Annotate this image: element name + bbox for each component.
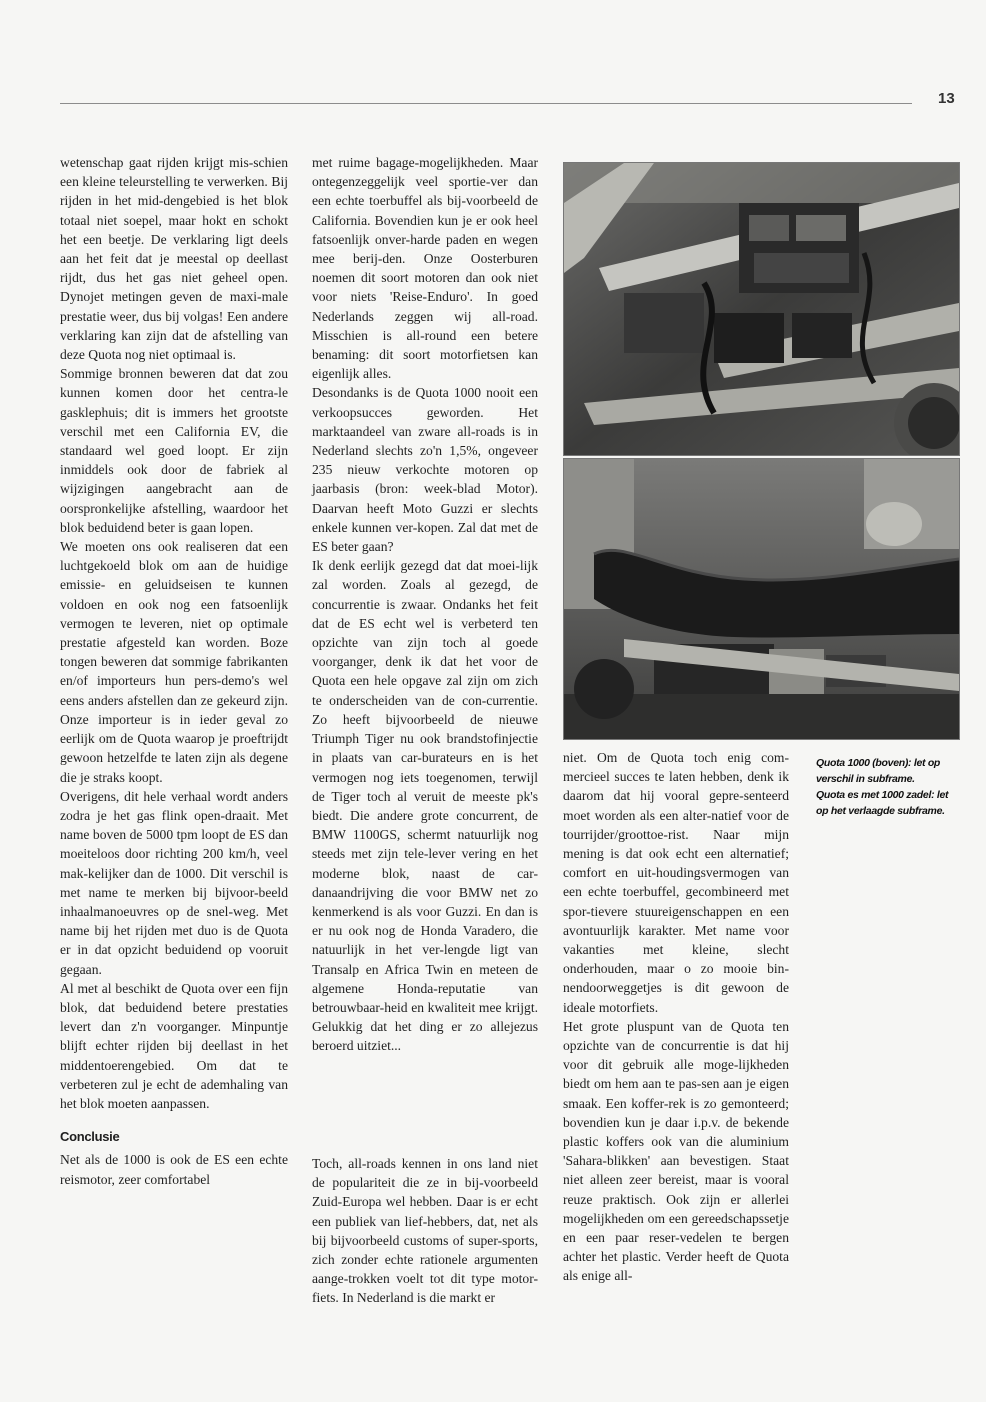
paragraph: wetenschap gaat rijden krijgt mis-schien een kleine teleurstelling te verwerken. Bij rijden in het mid-dengebied is het blok totaal niet soepel, maar hokt en schokt het een beetje. De verklaring ligt deels aan het feit dat je meestal op deellast rijdt, dus het gas niet geheel open. Dynojet metingen geven de maxi-male prestatie weer, dus bij volgas! Een andere verklaring kan zijn dat de afstelling van deze Quota nog niet optimaal is. (60, 155, 288, 363)
paragraph: niet. Om de Quota toch enig com-mercieel succes te laten hebben, denk ik daarom dat hij vooral gepre-senteerd moet worden als een alter-natief voor de tourrijder/groottoe-rist. Naar mijn mening is dat ook echt een alternatief; comfort en uit-houdingsvermogen van een echte toerbuffel, gecombineerd met spor-tievere stuureigenschappen en een avontuurlijk karakter. Met name voor vakanties met kleine, slecht onderhouden, maar o zo mooie bin-nendoorweggetjes is dit gewoon de ideale motorfiets. (563, 750, 789, 1015)
text-column-2 (312, 153, 538, 1056)
paragraph: Al met al beschikt de Quota over een fijn blok, dat beduidend betere prestaties levert dan z'n voorganger. Minpuntje blijft echter rijden bij deellast in het middentoerengebied. Om dat te verbeteren zul je echt de ademhaling van het blok moeten aanpassen. (60, 980, 288, 1111)
section-heading-conclusie: Conclusie (60, 1129, 120, 1145)
text-column-3 (563, 748, 789, 1286)
caption-line: Quota es met 1000 zadel: let op het verlaagde subframe. (816, 789, 949, 817)
paragraph: Overigens, dit hele verhaal wordt anders zodra je het gas flink open-draait. Met name boven de 5000 tpm loopt de ES dan moeiteloos door richting 200 km/h, veel mak-kelijker dan de 1000. Dit verschil is met name te merken bij bijvoor-beeld inhaalmanoeuvres op de snel-weg. Met name bij het rijden met duo is de Quota er in dat opzicht beduidend op vooruit gegaan. (60, 788, 288, 977)
paragraph: We moeten ons ook realiseren dat een luchtgekoeld blok om aan de huidige emissie- en geluidseisen te kunnen voldoen en ook nog een fatsoenlijk vermogen te leveren, niet op optimale prestatie afgesteld kan worden. Boze tongen beweren dat sommige fabrikanten en/of importeurs hun pers-demo's wel eens anders afstellen dan ze gekeurd zijn. Onze importeur is in ieder geval zo eerlijk om de Quota waarop je proeftrijdt gewoon hetzelfde te laten zijn als degene die je straks koopt. (60, 539, 288, 785)
text-column-2-lower (312, 1154, 538, 1308)
paragraph: Toch, all-roads kennen in ons land niet de populariteit die ze in bij-voorbeeld Zuid-Europa wel hebben. Daar is er echt een publiek van lief-hebbers, dat, net als bij bijvoorbeeld customs of super-sports, zich zonder echte rationele argumenten aange-trokken voelt tot dit type motor-fiets. In Nederland is die markt er (312, 1156, 538, 1306)
header-rule (60, 103, 912, 104)
caption-line: Quota 1000 (boven): let op verschil in subframe. (816, 757, 941, 785)
page-number: 13 (938, 90, 955, 107)
paragraph: Sommige bronnen beweren dat dat zou kunnen komen door het centra-le gasklephuis; dit is immers het grootste verschil met een California EV, die standaard wel goed loopt. Er zijn inmiddels ook door de fabriek al wijzigingen aangebracht aan de oorspronkelijke afstelling, waardoor het blok beduidend beter is gaan lopen. (60, 366, 288, 535)
motorcycle-seat-photo (563, 458, 960, 740)
paragraph: Net als de 1000 is ook de ES een echte reismotor, zeer comfortabel (60, 1152, 288, 1187)
paragraph: Desondanks is de Quota 1000 nooit een verkoopsucces geworden. Het marktaandeel van zware all-roads is in Nederland slechts zo'n 1,5%, ongeveer 235 nieuw verkochte motoren op jaarbasis (bron: week-blad Motor). Daarvan heeft Moto Guzzi er slechts enkele kunnen ver-kopen. Zal dat met de ES beter gaan? (312, 385, 538, 555)
text-column-1 (60, 153, 288, 1189)
seat-subframe-image (564, 459, 959, 739)
paragraph: met ruime bagage-mogelijkheden. Maar ontegenzeggelijk veel sportie-ver dan een echte toerbuffel als bij-voorbeeld de California. Bovendien kun je er ook heel fatsoenlijk onver-harde paden en wegen mee berij-den. Onze Oosterburen noemen dit soort motoren dan ook niet voor niets 'Reise-Enduro'. In goed Nederlands zeggen wij all-road. Misschien is all-round een betere benaming: dit soort motorfietsen kan eigenlijk alles. (312, 155, 538, 382)
paragraph: Ik denk eerlijk gezegd dat dat moei-lijk zal worden. Zoals al gezegd, de concurrentie is zwaar. Ondanks het feit dat de ES echt wel is verbeterd ten opzichte van zijn toch al goede voorganger, denk ik dat het voor de Quota een hele opgave zal zijn om zich te onderscheiden van de con-currentie. Zo heeft bijvoorbeeld de nieuwe Triumph Tiger nu ook brandstofinjectie in plaats van car-burateurs en is het vermogen nog iets toegenomen, terwijl de Tiger toch al veruit de meeste pk's biedt. Die andere grote concurrent, de BMW 1100GS, schermt natuurlijk nog steeds met zijn tele-lever vering en het moderne blok, naast de car-danaandrijving die voor BMW net zo kenmerkend is als voor Guzzi. En dan is er nu ook nog de Honda Varadero, die natuurlijk in het ver-lengde ligt van Transalp en Africa Twin en meteen de algemene Honda-reputatie van betrouwbaar-heid en kwaliteit mee krijgt. Gelukkig dat het ding er zo allejezus beroerd uitziet... (312, 558, 538, 1054)
paragraph: Het grote pluspunt van de Quota ten opzichte van de concurrentie is dat hij voor dit gebruik alle moge-lijkheden biedt om hem aan te pas-sen aan je eigen smaak. Een koffer-rek is zo gemonteerd; bovendien kun je daar i.p.v. de bekende plastic koffers ook van die aluminium 'Sahara-blikken' aan bevestigen. Staat niet alleen zeer bereist, maar is vooral reuze praktisch. Ook zijn er allerlei mogelijkheden om een gereedschapssetje en een paar reser-vedelen te bergen achter het plastic. Verder heeft de Quota als enige all- (563, 1018, 789, 1284)
photo-caption (816, 755, 958, 819)
frame-electronics-image (564, 163, 959, 455)
motorcycle-frame-photo (563, 162, 960, 456)
